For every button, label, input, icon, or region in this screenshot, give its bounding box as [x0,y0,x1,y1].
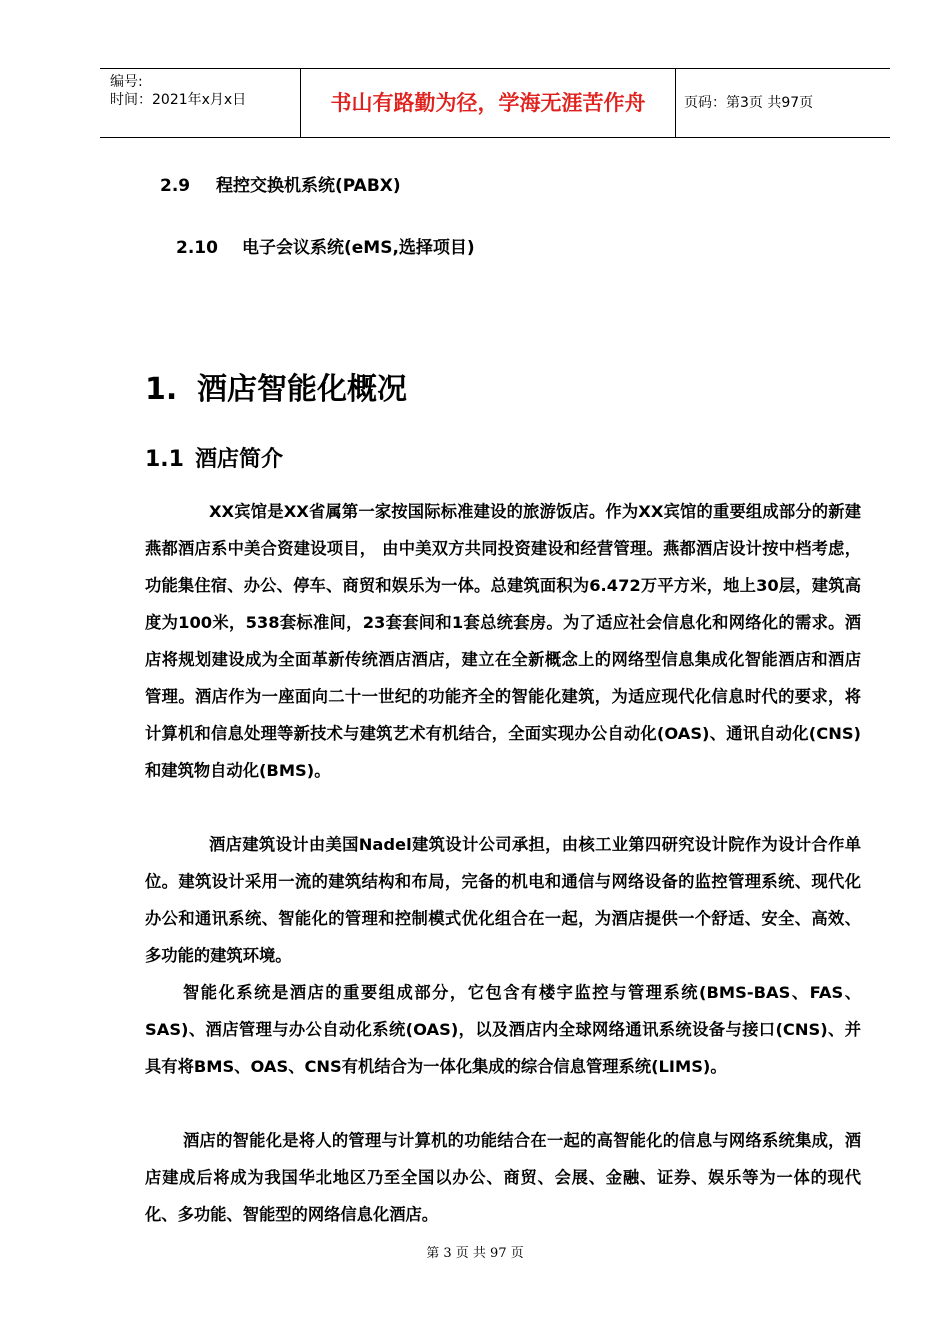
paragraph-text: 智能化系统是酒店的重要组成部分，它包含有楼宇监控与管理系统(BMS-BAS、FAS、SAS)、酒店管理与办公自动化系统(OAS)，以及酒店内全球网络通讯系统设备与接口(CNS)、并具有将BMS、OAS、CNS有机结合为一体化集成的综合信息管理系统(LIMS)。 [145,983,861,1076]
body-paragraph-4 [145,1122,861,1233]
toc-entry-2-9 [160,174,401,198]
toc-entry-number: 2.10 [176,238,218,258]
motto-text: 书山有路勤为径，学海无涯苦作舟 [330,90,646,115]
subsection-heading [145,444,283,476]
section-number: 1. [145,372,178,407]
date-label: 时间：2021年x月x日 [110,92,247,108]
paragraph-text: 酒店建筑设计由美国Nadel建筑设计公司承担，由核工业第四研究设计院作为设计合作单位。建筑设计采用一流的建筑结构和布局，完备的机电和通信与网络设备的监控管理系统、现代化办公和通讯系统、智能化的管理和控制模式优化组合在一起，为酒店提供一个舒适、安全、高效、多功能的建筑环境。 [145,835,861,965]
serial-label: 编号: [110,74,143,90]
paragraph-text: 酒店的智能化是将人的管理与计算机的功能结合在一起的高智能化的信息与网络系统集成，酒店建成后将成为我国华北地区乃至全国以办公、商贸、会展、金融、证券、娱乐等为一体的现代化、多功能、智能型的网络信息化酒店。 [145,1131,861,1224]
page-header [100,68,890,138]
header-page-info: 页码：第3页 共97页 [684,95,814,111]
subsection-title: 酒店简介 [195,447,284,472]
page-footer: 第 3 页 共 97 页 [426,1246,524,1261]
toc-entry-title: 电子会议系统(eMS,选择项目) [242,238,475,258]
body-paragraph-2 [145,826,861,974]
section-title: 酒店智能化概况 [197,372,407,407]
subsection-number: 1.1 [145,447,184,472]
section-heading [145,368,407,412]
toc-entry-title: 程控交换机系统(PABX) [216,176,401,196]
paragraph-text: XX宾馆是XX省属第一家按国际标准建设的旅游饭店。作为XX宾馆的重要组成部分的新建燕都酒店系中美合资建设项目， 由中美双方共同投资建设和经营管理。燕都酒店设计按中档考虑，功能集住宿、办公、停车、商贸和娱乐为一体。总建筑面积为6.472万平方米，地上30层，建筑高度为100米，538套标准间，23套套间和1套总统套房。为了适应社会信息化和网络化的需求。酒店将规划建设成为全面革新传统酒店酒店，建立在全新概念上的网络型信息集成化智能酒店和酒店管理。酒店作为一座面向二十一世纪的功能齐全的智能化建筑，为适应现代化信息时代的要求，将计算机和信息处理等新技术与建筑艺术有机结合，全面实现办公自动化(OAS)、通讯自动化(CNS)和建筑物自动化(BMS)。 [145,502,861,780]
header-page-cell [676,69,890,137]
toc-entry-number: 2.9 [160,176,191,196]
header-motto-cell [300,69,676,137]
body-paragraph-1 [145,493,861,789]
header-meta-cell [100,69,300,137]
toc-entry-2-10 [176,236,475,260]
body-paragraph-3 [145,974,861,1085]
